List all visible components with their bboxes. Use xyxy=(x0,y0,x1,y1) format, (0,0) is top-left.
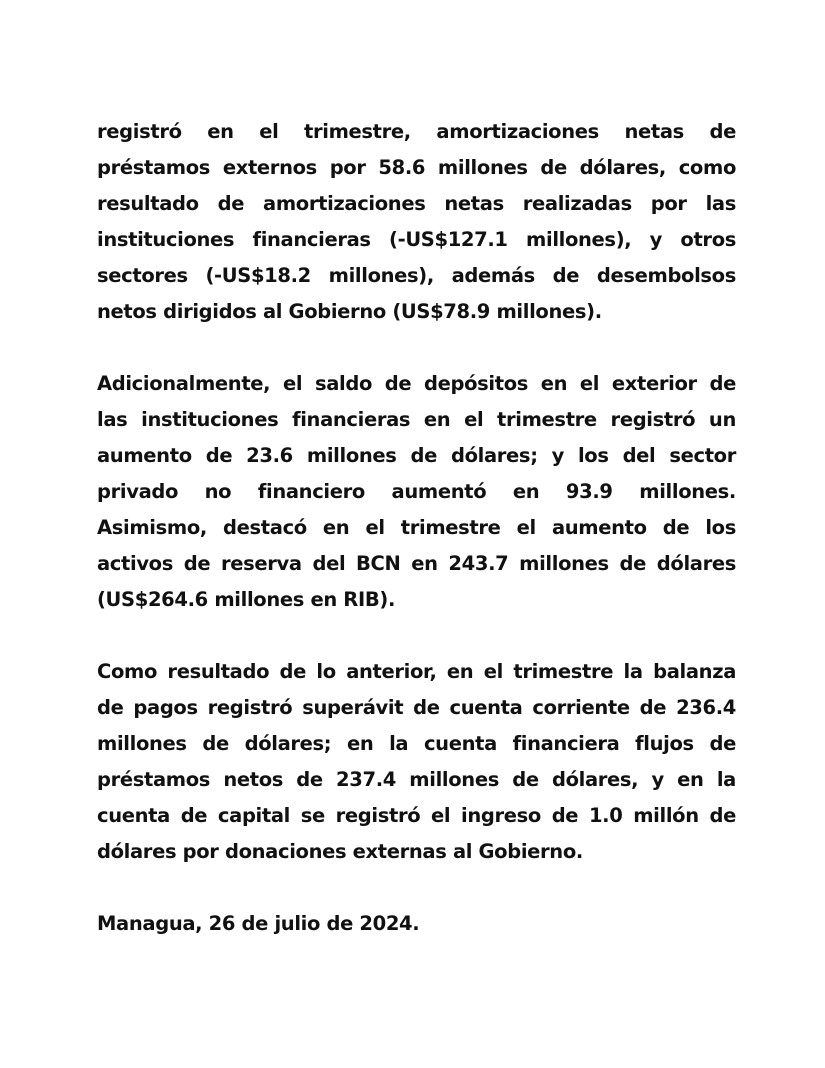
paragraph-balance-of-payments xyxy=(97,654,736,870)
text-line: cuenta de capital se registró el ingreso de 1.0 millón de xyxy=(97,804,736,827)
place-and-date: Managua, 26 de julio de 2024. xyxy=(97,912,420,935)
text-line: resultado de amortizaciones netas realizadas por las xyxy=(97,192,736,215)
text-line: netos dirigidos al Gobierno (US$78.9 millones). xyxy=(97,300,602,323)
text-line: préstamos externos por 58.6 millones de dólares, como xyxy=(97,156,736,179)
text-line: millones de dólares; en la cuenta financiera flujos de xyxy=(97,732,736,755)
dateline xyxy=(97,906,736,942)
text-line: registró en el trimestre, amortizaciones netas de xyxy=(97,120,736,143)
text-line: préstamos netos de 237.4 millones de dólares, y en la xyxy=(97,768,736,791)
text-line: de pagos registró superávit de cuenta corriente de 236.4 xyxy=(97,696,736,719)
paragraph-loans xyxy=(97,114,736,330)
text-line: aumento de 23.6 millones de dólares; y los del sector xyxy=(97,444,736,467)
text-line: Asimismo, destacó en el trimestre el aumento de los xyxy=(97,516,736,539)
document-page xyxy=(97,114,736,978)
text-line: dólares por donaciones externas al Gobierno. xyxy=(97,840,583,863)
text-line: activos de reserva del BCN en 243.7 millones de dólares xyxy=(97,552,736,575)
text-line: sectores (-US$18.2 millones), además de desembolsos xyxy=(97,264,736,287)
text-line: privado no financiero aumentó en 93.9 millones. xyxy=(97,480,736,503)
paragraph-deposits xyxy=(97,366,736,618)
text-line: las instituciones financieras en el trimestre registró un xyxy=(97,408,736,431)
text-line: Adicionalmente, el saldo de depósitos en el exterior de xyxy=(97,372,736,395)
text-line: instituciones financieras (-US$127.1 millones), y otros xyxy=(97,228,736,251)
text-line: Como resultado de lo anterior, en el trimestre la balanza xyxy=(97,660,736,683)
text-line: (US$264.6 millones en RIB). xyxy=(97,588,395,611)
